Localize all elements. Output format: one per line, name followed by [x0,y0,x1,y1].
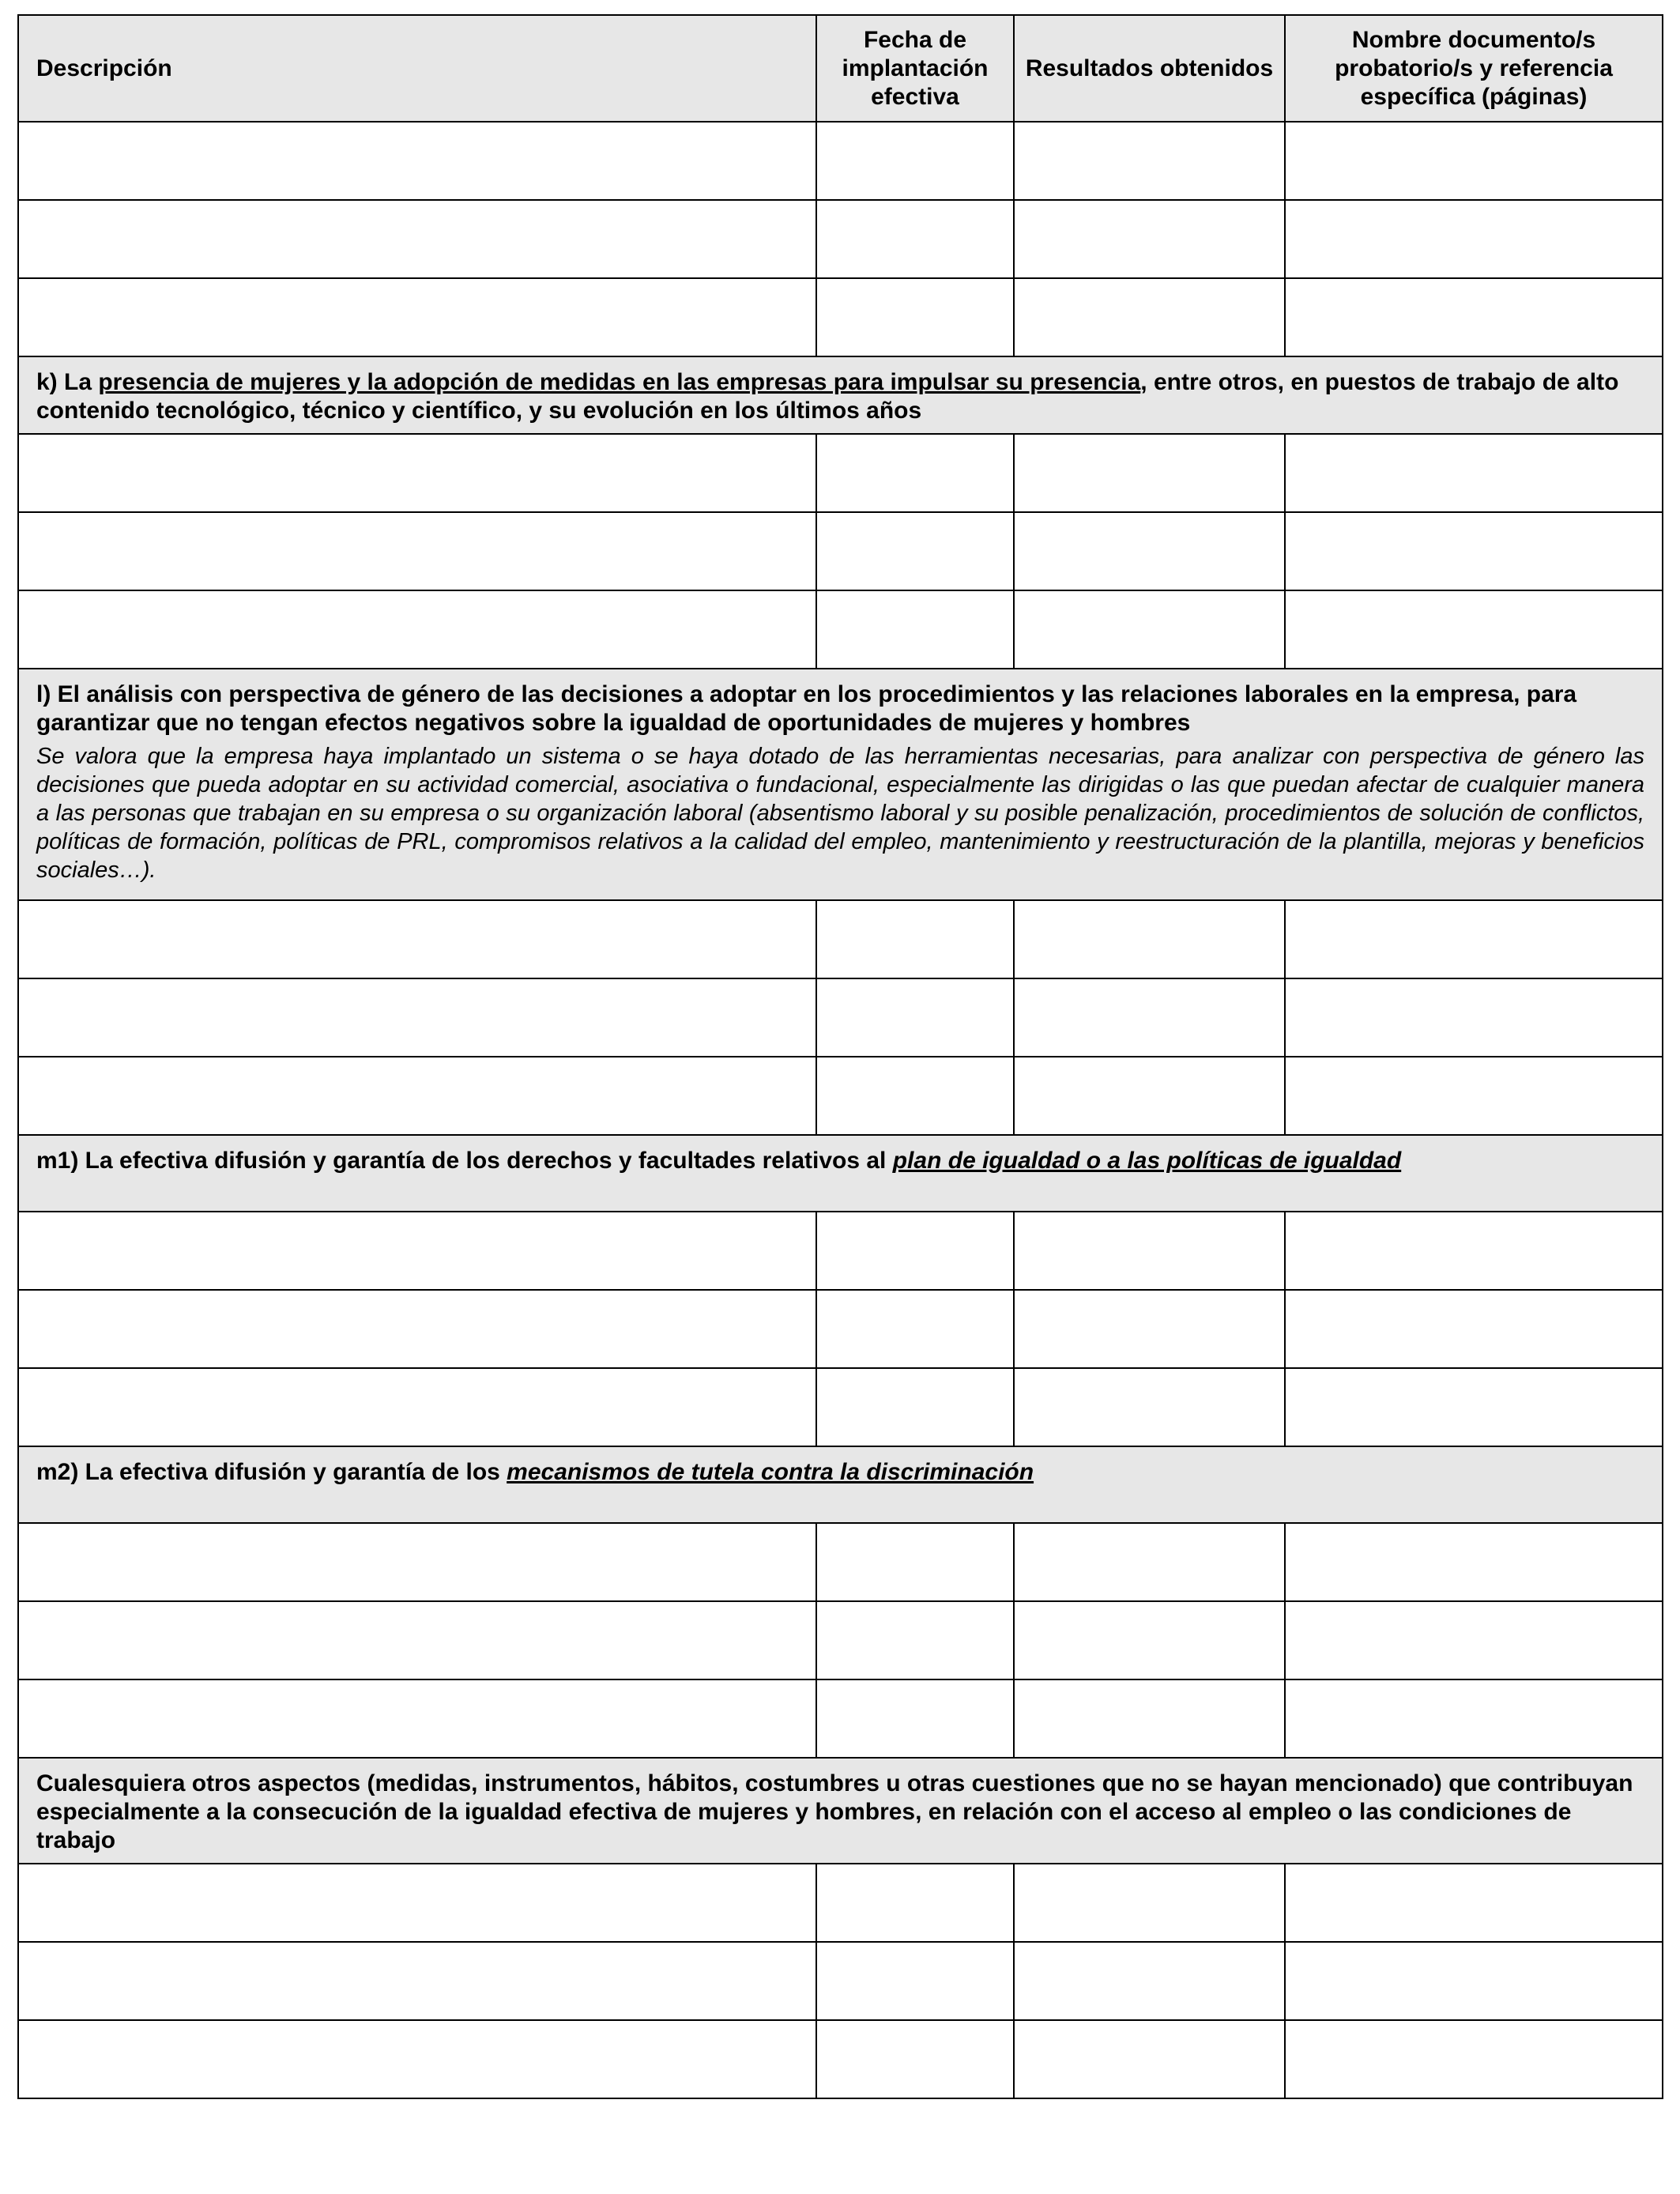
cell-fecha[interactable] [816,978,1014,1057]
evidence-table [17,14,1663,2099]
table-row [18,1290,1663,1368]
section-k-underlined: presencia de mujeres y la adopción de medidas en las empresas para impulsar su presencia [98,369,1141,395]
table-row [18,200,1663,278]
cell-descripcion[interactable] [18,278,816,356]
section-m2-row [18,1446,1663,1523]
section-m1-row [18,1135,1663,1212]
section-l-note: Se valora que la empresa haya implantado un sistema o se haya dotado de las herramientas necesarias, para analizar con perspectiva de género las decisiones que pueda adoptar en su actividad comercial, asociativa o fundacional, especialmente las dirigidas o las que puedan afectar de cualquier manera a las personas que trabajan en su empresa o su organización laboral (absentismo laboral y su posible penalización, procedimientos de solución de conflictos, políticas de formación, políticas de PRL, compromisos relativos a la calidad del empleo, mantenimiento y reestructuración de la plantilla, mejoras y beneficios sociales…). [36,744,1644,883]
cell-resultados[interactable] [1014,590,1285,669]
cell-fecha[interactable] [816,1212,1014,1290]
table-row [18,1601,1663,1679]
section-k-row [18,356,1663,434]
cell-fecha[interactable] [816,1057,1014,1135]
table-row [18,278,1663,356]
cell-fecha[interactable] [816,1942,1014,2020]
table-row [18,1523,1663,1601]
cell-descripcion[interactable] [18,1523,816,1601]
cell-fecha[interactable] [816,900,1014,978]
cell-descripcion[interactable] [18,1368,816,1446]
table-row [18,900,1663,978]
header-descripcion: Descripción [18,15,816,122]
cell-fecha[interactable] [816,1290,1014,1368]
section-k-prefix: k) La [36,369,99,395]
section-m2-heading [18,1446,1663,1523]
cell-resultados[interactable] [1014,1057,1285,1135]
table-row [18,1679,1663,1758]
section-m2-title [36,1459,1034,1485]
table-row [18,1942,1663,2020]
cell-documento[interactable] [1285,512,1663,590]
cell-resultados[interactable] [1014,1212,1285,1290]
cell-fecha[interactable] [816,1601,1014,1679]
cell-resultados[interactable] [1014,1290,1285,1368]
cell-resultados[interactable] [1014,2020,1285,2098]
cell-resultados[interactable] [1014,1523,1285,1601]
cell-descripcion[interactable] [18,1601,816,1679]
cell-descripcion[interactable] [18,2020,816,2098]
header-resultados: Resultados obtenidos [1014,15,1285,122]
cell-documento[interactable] [1285,1942,1663,2020]
section-k-title [36,369,1618,424]
cell-documento[interactable] [1285,1679,1663,1758]
cell-descripcion[interactable] [18,978,816,1057]
cell-resultados[interactable] [1014,900,1285,978]
cell-fecha[interactable] [816,278,1014,356]
cell-descripcion[interactable] [18,122,816,200]
section-other-heading [18,1758,1663,1864]
cell-documento[interactable] [1285,2020,1663,2098]
header-fecha: Fecha de implantación efectiva [816,15,1014,122]
cell-documento[interactable] [1285,1601,1663,1679]
cell-fecha[interactable] [816,1679,1014,1758]
cell-descripcion[interactable] [18,590,816,669]
table-row [18,1212,1663,1290]
cell-descripcion[interactable] [18,1290,816,1368]
cell-documento[interactable] [1285,1523,1663,1601]
table-row [18,978,1663,1057]
section-m1-prefix: m1) La efectiva difusión y garantía de los derechos y facultades relativos al [36,1148,893,1174]
cell-documento[interactable] [1285,590,1663,669]
cell-documento[interactable] [1285,278,1663,356]
cell-resultados[interactable] [1014,1864,1285,1942]
table-row [18,1864,1663,1942]
section-other-title: Cualesquiera otros aspectos (medidas, instrumentos, hábitos, costumbres u otras cuestiones que no se hayan mencionado) que contribuyan especialmente a la consecución de la igualdad efectiva de mujeres y hombres, en relación con el acceso al empleo o las condiciones de trabajo [36,1770,1633,1853]
section-m1-heading [18,1135,1663,1212]
table-header-row [18,15,1663,122]
section-l-row [18,669,1663,900]
header-documento: Nombre documento/s probatorio/s y referencia específica (páginas) [1285,15,1663,122]
cell-resultados[interactable] [1014,978,1285,1057]
section-l-title: l) El análisis con perspectiva de género de las decisiones a adoptar en los procedimientos y las relaciones laborales en la empresa, para garantizar que no tengan efectos negativos sobre la igualdad de oportunidades de mujeres y hombres [36,681,1577,736]
cell-resultados[interactable] [1014,1942,1285,2020]
cell-descripcion[interactable] [18,200,816,278]
cell-documento[interactable] [1285,1290,1663,1368]
section-l-heading [18,669,1663,900]
cell-descripcion[interactable] [18,1942,816,2020]
cell-documento[interactable] [1285,122,1663,200]
table-row [18,1368,1663,1446]
table-row [18,590,1663,669]
cell-documento[interactable] [1285,900,1663,978]
cell-fecha[interactable] [816,590,1014,669]
cell-resultados[interactable] [1014,434,1285,512]
cell-documento[interactable] [1285,1212,1663,1290]
cell-fecha[interactable] [816,512,1014,590]
cell-resultados[interactable] [1014,200,1285,278]
cell-documento[interactable] [1285,978,1663,1057]
cell-fecha[interactable] [816,1864,1014,1942]
cell-documento[interactable] [1285,1864,1663,1942]
cell-documento[interactable] [1285,1057,1663,1135]
cell-fecha[interactable] [816,1368,1014,1446]
cell-descripcion[interactable] [18,512,816,590]
cell-fecha[interactable] [816,200,1014,278]
cell-fecha[interactable] [816,1523,1014,1601]
cell-fecha[interactable] [816,434,1014,512]
cell-descripcion[interactable] [18,1212,816,1290]
cell-documento[interactable] [1285,434,1663,512]
table-row [18,434,1663,512]
cell-documento[interactable] [1285,1368,1663,1446]
table-row [18,512,1663,590]
cell-descripcion[interactable] [18,900,816,978]
cell-descripcion[interactable] [18,1679,816,1758]
cell-descripcion[interactable] [18,1864,816,1942]
section-k-suffix: , entre otros, en puestos de trabajo de alto contenido tecnológico, técnico y científico, y su evolución en los últimos años [36,369,1619,424]
cell-documento[interactable] [1285,200,1663,278]
section-m2-underlined: mecanismos de tutela contra la discriminación [507,1459,1034,1485]
section-m2-prefix: m2) La efectiva difusión y garantía de los [36,1459,507,1485]
cell-descripcion[interactable] [18,434,816,512]
cell-resultados[interactable] [1014,1679,1285,1758]
table-row [18,2020,1663,2098]
cell-resultados[interactable] [1014,1368,1285,1446]
cell-resultados[interactable] [1014,122,1285,200]
section-m1-underlined: plan de igualdad o a las políticas de igualdad [892,1148,1402,1174]
cell-resultados[interactable] [1014,512,1285,590]
cell-resultados[interactable] [1014,278,1285,356]
table-row [18,122,1663,200]
section-k-heading [18,356,1663,434]
section-m1-title [36,1148,1401,1174]
section-other-row [18,1758,1663,1864]
cell-descripcion[interactable] [18,1057,816,1135]
table-row [18,1057,1663,1135]
cell-resultados[interactable] [1014,1601,1285,1679]
cell-fecha[interactable] [816,2020,1014,2098]
cell-fecha[interactable] [816,122,1014,200]
